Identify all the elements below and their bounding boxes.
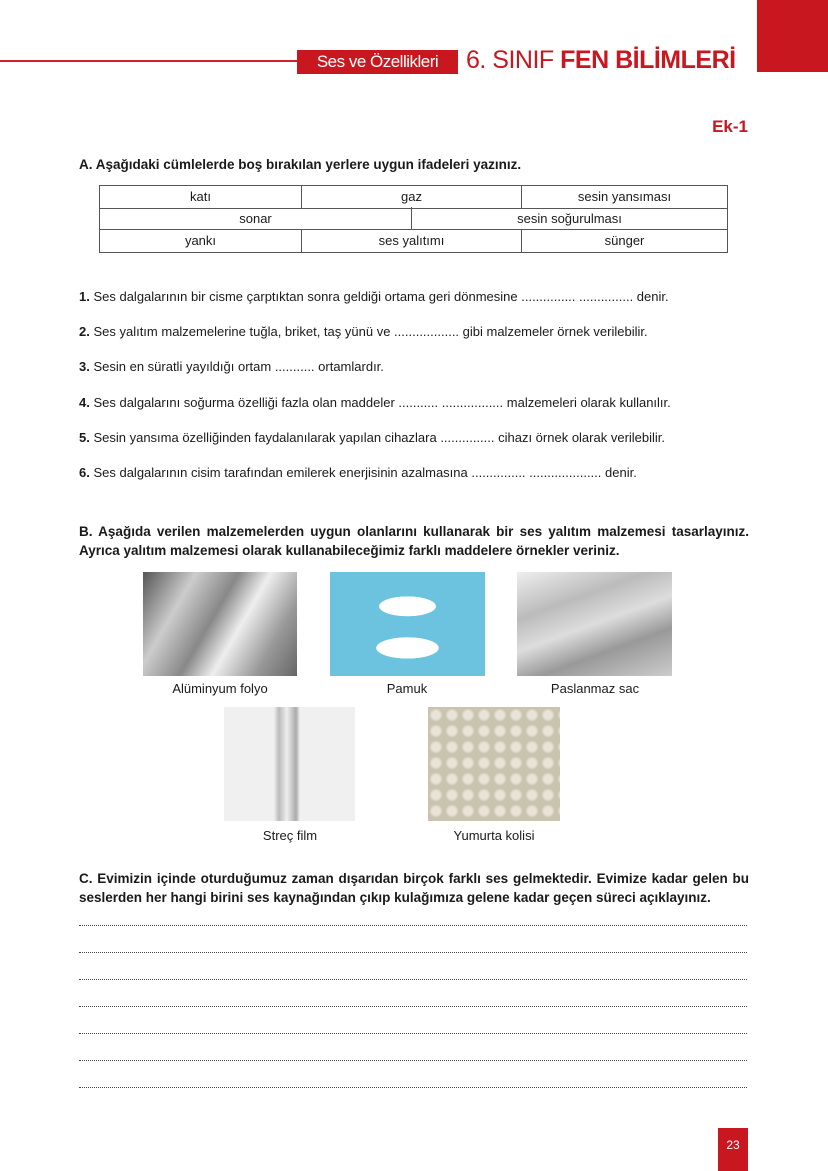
material-caption: Pamuk [386,681,428,696]
subject-label: FEN BİLİMLERİ [560,46,736,74]
answer-line[interactable] [79,1087,747,1088]
aluminum-foil-image [143,572,297,676]
material-caption: Streç film [262,828,318,843]
answer-line[interactable] [79,1006,747,1007]
word-cell: katı [100,186,302,209]
word-table [99,185,728,209]
question-5: 5. Sesin yansıma özelliğinden faydalanılarak yapılan cihazlara ............... cihazı örnek olarak verilebilir. [79,430,666,445]
stainless-sheet-image [517,572,672,676]
question-6: 6. Ses dalgalarının cisim tarafından emilerek enerjisinin azalmasına ............... .................... denir. [79,465,637,480]
word-cell: sesin yansıması [522,186,728,209]
material-caption: Paslanmaz sac [550,681,640,696]
answer-line[interactable] [79,979,747,980]
word-cell: ses yalıtımı [302,230,522,253]
section-c-instruction: C. Evimizin içinde oturduğumuz zaman dışarıdan birçok farklı ses gelmektedir. Evimize kadar gelen bu seslerden her hangi birini ses kaynağından çıkıp kulağımıza gelene kadar geçen süreci açıklayınız. [79,871,749,905]
word-cell: sesin soğurulması [412,207,728,230]
word-cell: gaz [302,186,522,209]
answer-line[interactable] [79,952,747,953]
question-2: 2. Ses yalıtım malzemelerine tuğla, briket, taş yünü ve .................. gibi malzemeler örnek verilebilir. [79,324,648,339]
section-a-instruction: A. Aşağıdaki cümlelerde boş bırakılan yerlere uygun ifadeleri yazınız. [79,157,522,172]
word-cell: yankı [100,230,302,253]
word-cell: sonar [100,207,412,230]
page-number: 23 [718,1128,748,1171]
question-4: 4. Ses dalgalarını soğurma özelliği fazla olan maddeler ........... ................. malzemeleri olarak kullanılır. [79,395,671,410]
grade-label: 6. SINIF [466,46,554,74]
page-title [466,46,736,75]
word-table-row3 [99,230,728,253]
material-caption: Yumurta kolisi [453,828,535,843]
material-caption: Alüminyum folyo [172,681,268,696]
answer-line[interactable] [79,1060,747,1061]
topic-label: Ses ve Özellikleri [297,50,458,74]
egg-carton-image [428,707,560,821]
word-cell: sünger [522,230,728,253]
corner-block [757,0,828,72]
question-3: 3. Sesin en süratli yayıldığı ortam ........... ortamlardır. [79,359,384,374]
stretch-film-image [224,707,355,821]
answer-line[interactable] [79,1033,747,1034]
section-b-instruction: B. Aşağıda verilen malzemelerden uygun olanlarını kullanarak bir ses yalıtım malzemesi tasarlayınız. Ayrıca yalıtım malzemesi olarak kullanabileceğimiz farklı maddelere örnekler veriniz. [79,524,749,558]
answer-line[interactable] [79,925,747,926]
appendix-label: Ek-1 [712,117,748,136]
word-table-row2 [99,207,728,230]
header-rule [0,60,297,62]
question-1: 1. Ses dalgalarının bir cisme çarptıktan sonra geldiği ortama geri dönmesine ............... ............... denir. [79,289,669,304]
cotton-image [330,572,485,676]
